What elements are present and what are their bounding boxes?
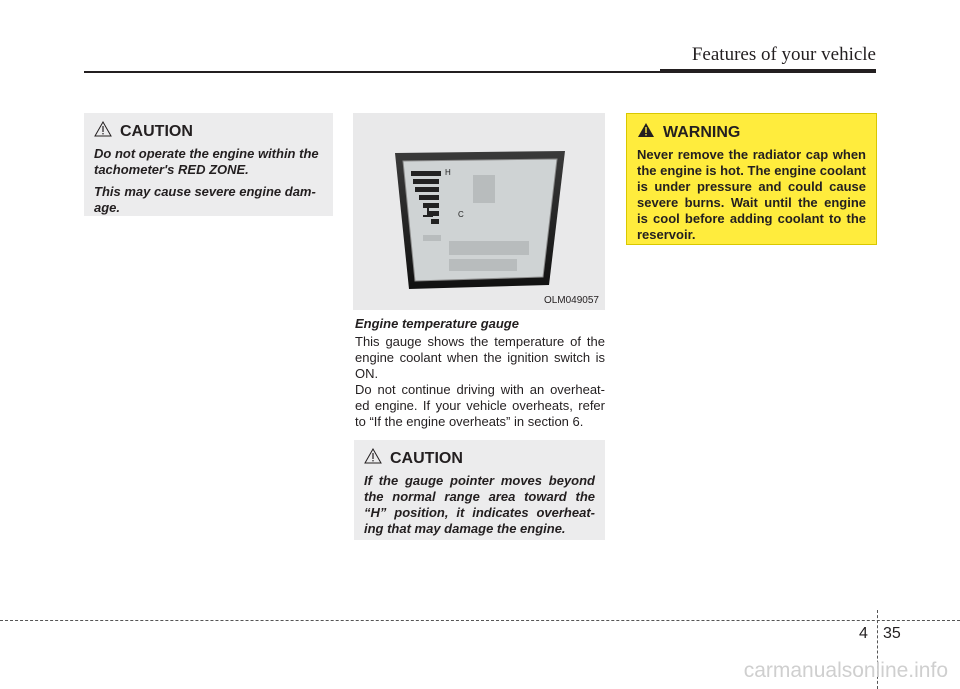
warning-heading-text: WARNING <box>663 123 741 141</box>
caution-heading <box>94 121 323 142</box>
instrument-cluster-illustration <box>353 113 605 310</box>
watermark: carmanualsonline.info <box>743 659 948 682</box>
caution-text-2: This may cause severe engine dam-age. <box>94 184 316 215</box>
caution-text-1: Do not operate the engine within the tachometer's RED ZONE. <box>94 146 319 177</box>
page-header-title: Features of your vehicle <box>691 44 876 65</box>
footer-dashed-rule <box>0 620 960 621</box>
caution-text: If the gauge pointer moves beyond the normal range area toward the “H” position, it indicates overheat-ing that may damage the engine. <box>364 473 595 536</box>
warning-box-radiator <box>626 113 877 245</box>
page-number: 35 <box>883 625 901 642</box>
body-paragraph-1: This gauge shows the temperature of the engine coolant when the ignition switch is ON. <box>355 334 605 381</box>
figure-code: OLM049057 <box>543 295 599 306</box>
gauge-cold-label: C <box>458 210 464 219</box>
header-rule-accent <box>660 69 876 73</box>
chapter-number: 4 <box>859 625 868 642</box>
gauge-hot-label: H <box>445 168 451 177</box>
caution-heading-text: CAUTION <box>120 122 193 140</box>
body-paragraph-2: Do not continue driving with an overheat-ed engine. If your vehicle overheats, refer to “If the engine overheats” in section 6. <box>355 382 605 429</box>
warning-text: Never remove the radiator cap when the engine is hot. The engine coolant is under pressure and could cause severe burns. Wait until the engine is cool before adding coolant to the reservoir. <box>637 147 866 242</box>
warning-triangle-icon <box>637 122 655 143</box>
caution-triangle-icon <box>94 121 112 142</box>
warning-heading <box>637 122 866 143</box>
section-title: Engine temperature gauge <box>355 316 519 331</box>
gauge-figure <box>353 113 605 310</box>
caution-heading <box>364 448 595 469</box>
caution-heading-text: CAUTION <box>390 449 463 467</box>
caution-triangle-icon <box>364 448 382 469</box>
caution-box-gauge <box>354 440 605 540</box>
caution-box-tachometer <box>84 113 333 216</box>
